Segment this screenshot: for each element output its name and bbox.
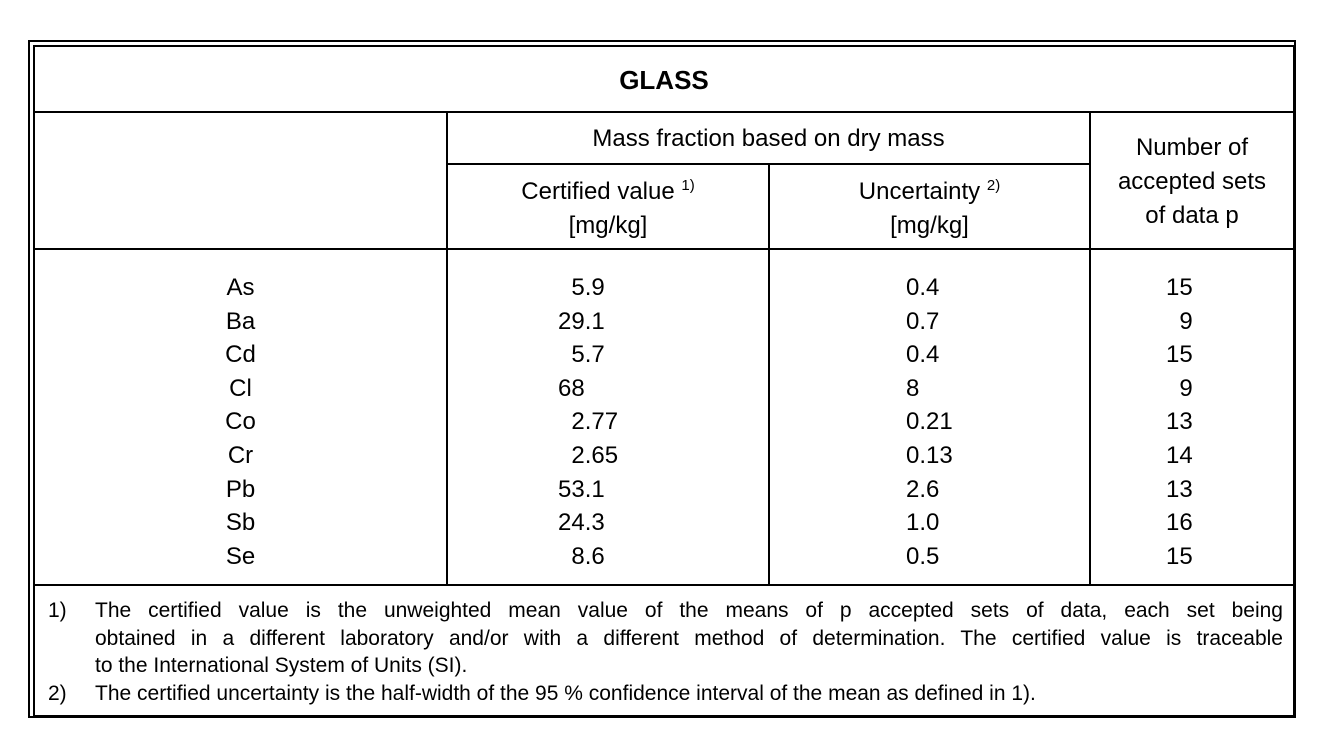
element-column bbox=[35, 271, 446, 573]
certified-cell: 2.65 bbox=[558, 441, 619, 469]
footnote-1-line1: The certified value is the unweighted mean value of the means of p accepted sets of data, each set being bbox=[95, 599, 1283, 622]
sets-cell: 16 bbox=[1166, 509, 1193, 537]
certified-cell: 53.1 bbox=[558, 475, 605, 503]
certified-cell: 5.7 bbox=[558, 341, 605, 369]
footnote-2-line1: The certified uncertainty is the half-width of the 95 % confidence interval of the mean as defined in 1). bbox=[95, 682, 1036, 705]
uncertainty-cell: 1.0 bbox=[906, 509, 940, 537]
sets-cell: 9 bbox=[1166, 374, 1193, 402]
title-divider bbox=[35, 111, 1293, 113]
sets-header-line2: accepted sets bbox=[1117, 168, 1267, 195]
header-divider bbox=[35, 248, 1293, 250]
uncertainty-header-label: Uncertainty bbox=[858, 178, 981, 205]
element-cell: As bbox=[226, 274, 255, 301]
certified-cell: 29.1 bbox=[558, 307, 605, 335]
element-cell: Cl bbox=[229, 374, 252, 402]
footnote-1-line2: obtained in a different laboratory and/or with a different method of determination. The certified value is traceable bbox=[95, 627, 1283, 650]
uncertainty-cell: 0.4 bbox=[906, 341, 940, 369]
group-header: Mass fraction based on dry mass bbox=[592, 125, 945, 152]
sets-cell: 15 bbox=[1166, 542, 1193, 570]
uncertainty-cell: 0.4 bbox=[906, 274, 940, 301]
certified-cell: 24.3 bbox=[558, 509, 605, 537]
uncertainty-column bbox=[906, 271, 953, 573]
uncertainty-cell: 0.21 bbox=[906, 408, 953, 436]
element-cell: Se bbox=[225, 542, 256, 570]
sets-cell: 14 bbox=[1166, 441, 1193, 469]
certified-unit: [mg/kg] bbox=[568, 212, 648, 239]
certified-cell: 2.77 bbox=[558, 408, 619, 436]
element-cell: Pb bbox=[225, 475, 256, 503]
element-cell: Co bbox=[225, 408, 256, 436]
footnote-2-number: 2) bbox=[48, 682, 67, 705]
element-cell: Ba bbox=[225, 307, 256, 335]
table-title: GLASS bbox=[619, 65, 709, 95]
certified-cell: 5.9 bbox=[558, 274, 605, 301]
certified-cell: 68 bbox=[558, 374, 585, 402]
uncertainty-cell: 0.5 bbox=[906, 542, 940, 570]
element-cell: Sb bbox=[225, 509, 256, 537]
sets-cell: 13 bbox=[1166, 408, 1193, 436]
certified-header-label: Certified value bbox=[521, 178, 675, 205]
uncertainty-unit: [mg/kg] bbox=[890, 212, 969, 239]
sets-cell: 15 bbox=[1166, 274, 1193, 301]
sets-cell: 15 bbox=[1166, 341, 1193, 369]
body-divider bbox=[35, 584, 1293, 586]
sets-header-line3: of data p bbox=[1145, 202, 1239, 229]
certified-footnote-ref: 1) bbox=[681, 177, 695, 194]
sets-cell: 9 bbox=[1166, 307, 1193, 335]
certified-column bbox=[558, 271, 618, 573]
uncertainty-header bbox=[770, 177, 1089, 205]
sets-cell: 13 bbox=[1166, 475, 1193, 503]
certified-header bbox=[448, 177, 768, 205]
footnote-1-line3: to the International System of Units (SI). bbox=[95, 654, 468, 677]
element-cell: Cd bbox=[225, 341, 256, 369]
certified-cell: 8.6 bbox=[558, 542, 605, 570]
uncertainty-footnote-ref: 2) bbox=[986, 177, 1001, 194]
sets-column bbox=[1166, 271, 1193, 573]
uncertainty-cell: 8 bbox=[906, 374, 920, 402]
footnote-1-number: 1) bbox=[48, 599, 67, 622]
sets-header-line1: Number of bbox=[1135, 134, 1249, 161]
uncertainty-cell: 0.7 bbox=[906, 307, 940, 335]
element-cell: Cr bbox=[227, 441, 254, 469]
uncertainty-cell: 2.6 bbox=[906, 475, 940, 503]
uncertainty-cell: 0.13 bbox=[906, 441, 953, 469]
